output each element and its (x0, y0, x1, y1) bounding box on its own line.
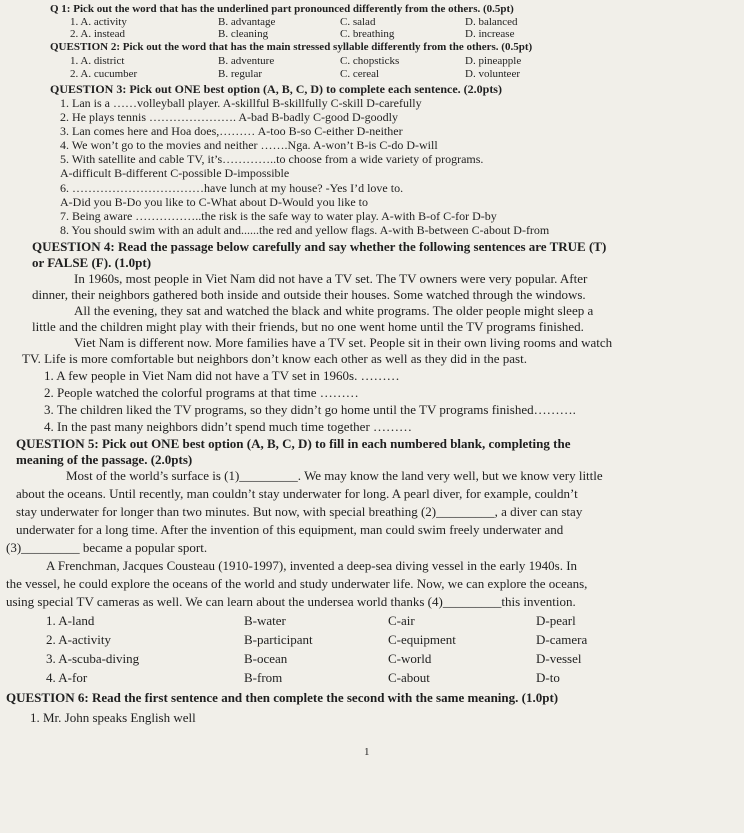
q3-line-3: 3. Lan comes here and Hoa does,……… A-too B-so C-either D-neither (60, 124, 403, 138)
q5-passage-4: underwater for a long time. After the invention of this equipment, man could swim freely underwater and (16, 522, 564, 537)
q3-line-5: 5. With satellite and cable TV, it’s…………..to choose from a wide variety of programs. (60, 152, 484, 166)
q3-line-10: 8. You should swim with an adult and......the red and yellow flags. A-with B-between C-about D-from (60, 223, 550, 237)
q5-title-line-1: QUESTION 5: Pick out ONE best option (A, B, C, D) to fill in each numbered blank, completing the (16, 436, 571, 451)
q2-title: QUESTION 2: Pick out the word that has the main stressed syllable differently from the others. (0.5pt) (50, 41, 533, 53)
page-number: 1 (364, 746, 370, 758)
q3-line-1: 1. Lan is a ……volleyball player. A-skillful B-skillfully C-skill D-carefully (60, 96, 422, 110)
q2-r1-a: 1. A. district (70, 55, 125, 67)
q1-r2-a: 2. A. instead (70, 28, 125, 40)
q1-r1-d: D. balanced (465, 16, 518, 28)
q4-passage-4: little and the children might play with their friends, but no one went home until the TV programs finished. (32, 319, 584, 334)
q5-passage-5: (3)_________ became a popular sport. (6, 540, 208, 555)
q6-item-1: 1. Mr. John speaks English well (30, 710, 196, 725)
q5-opt-4b: B-from (244, 670, 283, 685)
q5-passage-2: about the oceans. Until recently, man couldn’t stay underwater for long. A pearl diver, for example, couldn’t (16, 486, 578, 501)
q5-opt-1a: 1. A-land (46, 613, 95, 628)
q5-passage-8: using special TV cameras as well. We can learn about the undersea world thanks (4)_________this invention. (6, 594, 576, 609)
q3-line-4: 4. We won’t go to the movies and neither …….Nga. A-won’t B-is C-do D-will (60, 138, 438, 152)
q3-line-8: A-Did you B-Do you like to C-What about D-Would you like to (60, 195, 368, 209)
q5-opt-1d: D-pearl (536, 613, 576, 628)
q4-passage-5: Viet Nam is different now. More families have a TV set. People sit in their own living rooms and watch (74, 335, 613, 350)
q4-statement-3: 3. The children liked the TV programs, so they didn’t go home until the TV programs finished………. (44, 402, 576, 417)
q5-opt-1c: C-air (388, 613, 415, 628)
q4-statement-4: 4. In the past many neighbors didn’t spend much time together ……… (44, 419, 413, 434)
q5-opt-4d: D-to (536, 670, 560, 685)
q5-opt-2c: C-equipment (388, 632, 456, 647)
q5-opt-3d: D-vessel (536, 651, 582, 666)
q3-line-2: 2. He plays tennis …………………. A-bad B-badly C-good D-goodly (60, 110, 398, 124)
q3-line-7: 6. ……………………………have lunch at my house? -Yes I’d love to. (60, 181, 404, 195)
q4-statement-1: 1. A few people in Viet Nam did not have a TV set in 1960s. ……… (44, 368, 400, 383)
q2-r1-c: C. chopsticks (340, 55, 400, 67)
q1-r1-a: 1. A. activity (70, 16, 127, 28)
q4-statement-2: 2. People watched the colorful programs at that time ……… (44, 385, 359, 400)
q1-r2-b: B. cleaning (218, 28, 269, 40)
q3-title: QUESTION 3: Pick out ONE best option (A, B, C, D) to complete each sentence. (2.0pts) (50, 82, 502, 96)
q5-title-line-2: meaning of the passage. (2.0pts) (16, 452, 193, 467)
q2-r1-d: D. pineapple (465, 55, 522, 67)
q4-passage-1: In 1960s, most people in Viet Nam did not have a TV set. The TV owners were very popular. After (74, 271, 588, 286)
q5-opt-4c: C-about (388, 670, 430, 685)
q5-passage-3: stay underwater for longer than two minutes. But now, with special breathing (2)_________, a diver can stay (16, 504, 583, 519)
q5-opt-1b: B-water (244, 613, 286, 628)
q5-opt-2d: D-camera (536, 632, 588, 647)
q4-passage-3: All the evening, they sat and watched the black and white programs. The older people might sleep a (74, 303, 594, 318)
q2-r2-c: C. cereal (340, 68, 380, 80)
q5-opt-2b: B-participant (244, 632, 313, 647)
q5-opt-2a: 2. A-activity (46, 632, 111, 647)
q1-r2-c: C. breathing (340, 28, 395, 40)
q1-r1-c: C. salad (340, 16, 376, 28)
q3-line-9: 7. Being aware ……………..the risk is the safe way to water play. A-with B-of C-for D-by (60, 209, 497, 223)
q3-line-6: A-difficult B-different C-possible D-impossible (60, 166, 290, 180)
q5-opt-4a: 4. A-for (46, 670, 88, 685)
q5-opt-3a: 3. A-scuba-diving (46, 651, 140, 666)
q2-r2-d: D. volunteer (465, 68, 520, 80)
q5-passage-6: A Frenchman, Jacques Cousteau (1910-1997), invented a deep-sea diving vessel in the early 1940s. In (46, 558, 578, 573)
q1-r1-b: B. advantage (218, 16, 276, 28)
q6-title: QUESTION 6: Read the first sentence and then complete the second with the same meaning. (1.0pt) (6, 690, 559, 705)
q2-r2-b: B. regular (218, 68, 262, 80)
q4-passage-6: TV. Life is more comfortable but neighbors don’t know each other as well as they did in the past. (22, 351, 527, 366)
q1-title: Q 1: Pick out the word that has the underlined part pronounced differently from the others. (0.5pt) (50, 3, 514, 15)
q2-r1-b: B. adventure (218, 55, 275, 67)
q5-opt-3b: B-ocean (244, 651, 288, 666)
q4-title-line-2: or FALSE (F). (1.0pt) (32, 255, 152, 270)
q4-title-line-1: QUESTION 4: Read the passage below carefully and say whether the following sentences are TRUE (T) (32, 239, 607, 254)
q1-r2-d: D. increase (465, 28, 515, 40)
q5-passage-7: the vessel, he could explore the oceans of the world and study underwater life. Now, we can explore the oceans, (6, 576, 588, 591)
q5-passage-1: Most of the world’s surface is (1)_________. We may know the land very well, but we know very little (66, 468, 603, 483)
q2-r2-a: 2. A. cucumber (70, 68, 138, 80)
q4-passage-2: dinner, their neighbors gathered both inside and outside their houses. Some watched through the windows. (32, 287, 586, 302)
q5-opt-3c: C-world (388, 651, 432, 666)
